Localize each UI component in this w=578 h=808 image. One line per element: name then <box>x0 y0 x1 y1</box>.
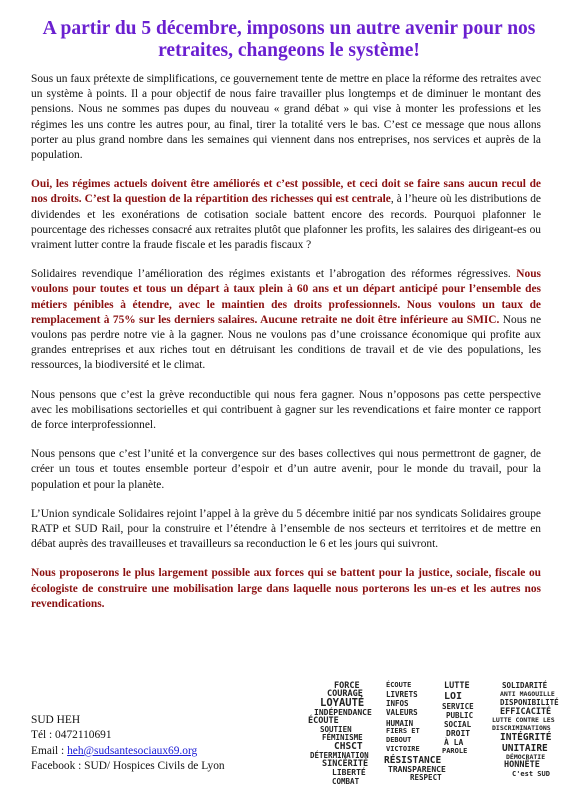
email-link[interactable]: heh@sudsantesociaux69.org <box>67 744 198 757</box>
word-cloud-word: HONNÊTE <box>504 760 540 770</box>
word-cloud-word: INTÉGRITÉ <box>500 732 552 743</box>
word-cloud-word: VICTOIRE <box>386 745 420 753</box>
word-cloud-word: LUTTE <box>444 681 470 691</box>
word-cloud-word: SERVICE <box>442 702 474 711</box>
word-cloud-word: LOYAUTÉ <box>320 697 365 709</box>
word-cloud-word: COURAGE <box>327 689 363 699</box>
word-cloud-word: SOUTIEN <box>320 725 352 734</box>
word-cloud-word: COMBAT <box>332 777 360 786</box>
page-title: A partir du 5 décembre, imposons un autre avenir pour nos retraites, changeons le système! <box>42 18 536 61</box>
email-label: Email : <box>31 744 68 757</box>
word-cloud-word: SOCIAL <box>444 720 472 729</box>
word-cloud-word: SOLIDARITÉ <box>502 681 548 690</box>
word-cloud-word: DEBOUT <box>386 736 412 744</box>
word-cloud-word: SINCÉRITÉ <box>322 759 369 769</box>
word-cloud-word: CHSCT <box>334 741 363 752</box>
phone-number: 0472110691 <box>55 729 112 742</box>
org-name: SUD HEH <box>31 714 81 726</box>
word-cloud-word: LIBERTÉ <box>332 768 366 777</box>
word-cloud-word: DISCRIMINATIONS <box>492 724 551 732</box>
word-cloud-word: À LA <box>444 738 464 747</box>
word-cloud-word: C'est SUD <box>512 770 550 778</box>
paragraph-2 <box>31 177 541 253</box>
word-cloud-word: UNITAIRE <box>502 743 548 754</box>
word-cloud-word: DÉMOCRATIE <box>506 753 546 761</box>
word-cloud-word: DISPONIBILITÉ <box>500 698 559 707</box>
word-cloud-word: PUBLIC <box>446 711 474 720</box>
word-cloud-word: DROIT <box>446 729 471 738</box>
word-cloud-word: INFOS <box>386 699 409 708</box>
phone-line <box>31 728 225 743</box>
paragraph-3-intro: Solidaires revendique l’amélioration des régimes existants et l’abrogation des réformes régressives. <box>31 268 511 281</box>
word-cloud-word: FÉMINISME <box>322 733 363 742</box>
document-body <box>31 72 541 626</box>
word-cloud-word: FORCE <box>334 681 360 691</box>
word-cloud-word: EFFICACITÉ <box>500 707 552 717</box>
word-cloud-word: HUMAIN <box>386 719 414 728</box>
word-cloud-word: ÉCOUTE <box>308 716 339 726</box>
word-cloud-word: PAROLE <box>442 747 468 755</box>
contact-block <box>31 713 225 775</box>
paragraph-3 <box>31 267 541 373</box>
word-cloud-word: INDÉPENDANCE <box>314 708 372 717</box>
word-cloud <box>286 682 562 790</box>
paragraph-3-emphasis: Nous voulons pour toutes et tous un départ à taux plein à 60 ans et un départ anticipé pour l’ensemble des métiers pénibles à étendre, avec le maintien des droits professionnels. Nous voulons un taux de remplacement à 75% sur les derniers salaires. Aucune retraite ne doit être inférieure au SMIC. <box>31 268 541 326</box>
word-cloud-word: TRANSPARENCE <box>388 765 446 774</box>
word-cloud-word: ANTI MAGOUILLE <box>500 690 555 698</box>
word-cloud-word: DÉTERMINATION <box>310 751 369 760</box>
word-cloud-word: LOI <box>444 691 463 702</box>
word-cloud-word: ÉCOUTE <box>386 681 412 689</box>
word-cloud-word: VALEURS <box>386 708 418 717</box>
paragraph-6: L’Union syndicale Solidaires rejoint l’appel à la grève du 5 décembre initié par nos syndicats Solidaires groupe RATP et SUD Rail, pour la construire et l’étendre à l’ensemble de nos secteurs et territoires et de mettre en débat auprès des travailleuses et travailleurs sa reconduction le 6 et les jours qui suivront. <box>31 507 541 551</box>
word-cloud-word: LIVRETS <box>386 690 418 699</box>
paragraph-2-text: , à l’heure où les distributions de dividendes et les exonérations de cotisation sociale battent encore des records. Pourquoi plafonner le pourcentage des richesses consacré aux retraites plutôt que plafonner les profits, les salaires des dirigeant-es ou vraiment lutter contre la fraude fiscale et les paradis fiscaux ? <box>31 193 541 252</box>
word-cloud-word: FIERS ET <box>386 727 420 735</box>
paragraph-2-emphasis: Oui, les régimes actuels doivent être améliorés et c’est possible, et ceci doit se faire sans aucun recul de nos droits. C’est la question de la répartition des richesses qui est centrale <box>31 178 541 206</box>
facebook-line: Facebook : SUD/ Hospices Civils de Lyon <box>31 760 225 773</box>
word-cloud-word: RÉSISTANCE <box>384 755 442 766</box>
word-cloud-word: RESPECT <box>410 773 442 782</box>
paragraph-5: Nous pensons que c’est l’unité et la convergence sur des bases collectives qui nous permettront de gagner, de créer un tous et toutes ensemble porteur d’espoir et d’un autre avenir, pour le monde du travail, pour la population et pour la planète. <box>31 448 541 491</box>
paragraph-7: Nous proposerons le plus largement possible aux forces qui se battent pour la justice, sociale, fiscale ou écologiste de construire une mobilisation large dans laquelle nous porterons les un-es et les autres nos revendications. <box>31 567 541 610</box>
email-line <box>31 744 225 759</box>
paragraph-3-text: Nous ne voulons pas perdre notre vie à la gagner. Nous ne voulons pas d’une croissance économique qui profite aux grandes entreprises et aux riches tout en détruisant les conditions de travail et de vie des populations, les ressources, la biodiversité et le climat. <box>31 313 541 372</box>
phone-label: Tél : <box>31 729 56 742</box>
paragraph-1: Sous un faux prétexte de simplifications, ce gouvernement tente de mettre en place la réforme des retraites avec un système à points. Il a pour objectif de nous faire travailler plus longtemps et de diminuer le montant des pensions. Nous ne sommes pas dupes du nouveau « grand débat » qui vise à monter les professions et les régimes les uns contre les autres pour, au final, tirer la totalité vers le bas. C’est ce message que nous allons porter au plus grand nombre dans les semaines qui viennent dans nos entreprises, nos services et auprès de la population. <box>31 73 541 162</box>
paragraph-4: Nous pensons que c’est la grève reconductible qui nous fera gagner. Nous n’opposons pas cette perspective avec les mobilisations sectorielles et qui contribuent à gagner sur les revendications et faire monter ce rapport de force interprofessionnel. <box>31 388 541 432</box>
word-cloud-word: LUTTE CONTRE LES <box>492 716 555 724</box>
